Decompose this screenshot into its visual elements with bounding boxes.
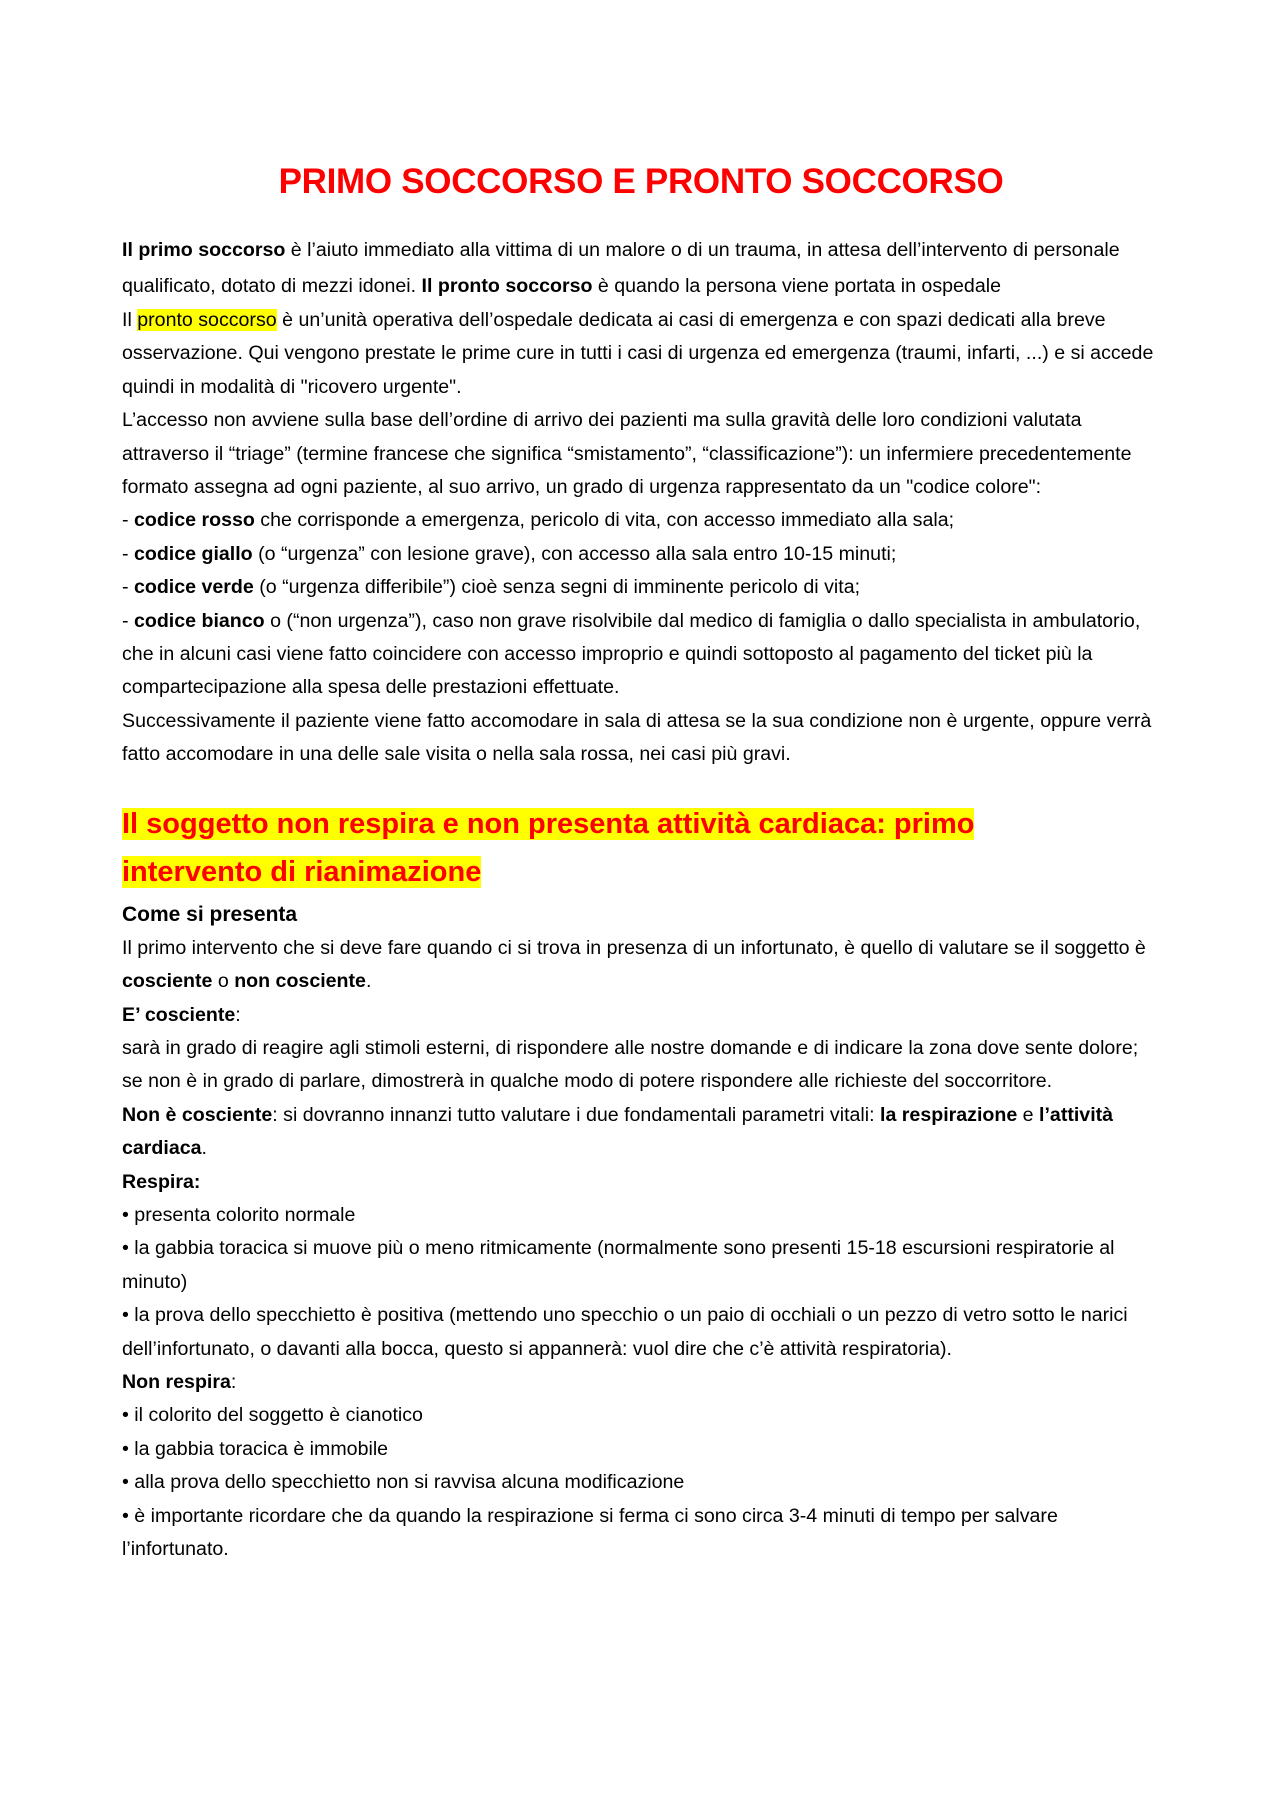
highlighted-term: pronto soccorso <box>137 309 277 331</box>
respira-label: Respira: <box>122 1170 201 1193</box>
intro-paragraph-3: L’accesso non avviene sulla base dell’ordine di arrivo dei pazienti ma sulla gravità delle loro condizioni valutata attraverso il “triage” (termine francese che significa “smistamento”, “classificazione”): un infermiere precedentemente formato assegna ad ogni paziente, al suo arrivo, un grado di urgenza rappresentato da un "codice colore": <box>122 409 1132 499</box>
list-item: • è importante ricordare che da quando la respirazione si ferma ci sono circa 3-4 minuti di tempo per salvare l’infortunato. <box>122 1504 1058 1560</box>
intro-paragraph-4: Successivamente il paziente viene fatto accomodare in sala di attesa se la sua condizione non è urgente, oppure verrà fatto accomodare in una delle sale visita o nella sala rossa, nei casi più gravi. <box>122 709 1152 766</box>
section-heading: Il soggetto non respira e non presenta attività cardiaca: primo intervento di rianimazione <box>122 807 975 888</box>
non-cosciente-paragraph: Non è cosciente: si dovranno innanzi tutto valutare i due fondamentali parametri vitali: la respirazione e l’attività cardiaca. <box>122 1103 1114 1160</box>
intro-section <box>122 232 1160 772</box>
intro-paragraph-1: Il primo soccorso è l’aiuto immediato alla vittima di un malore o di un trauma, in attesa dell’intervento di personale qualificato, dotato di mezzi idonei. Il pronto soccorso è quando la persona viene portata in ospedale <box>122 239 1120 297</box>
code-item-white: - codice bianco o (“non urgenza”), caso non grave risolvibile dal medico di famiglia o dallo specialista in ambulatorio, che in alcuni casi viene fatto coincidere con accesso improprio e quindi sottoposto al pagamento del ticket più la compartecipazione alla spesa delle prestazioni effettuate. <box>122 609 1141 699</box>
page-title: PRIMO SOCCORSO E PRONTO SOCCORSO <box>278 162 1004 201</box>
list-item: • la gabbia toracica si muove più o meno ritmicamente (normalmente sono presenti 15-18 escursioni respiratorie al minuto) <box>122 1237 1115 1293</box>
list-item: • il colorito del soggetto è cianotico <box>122 1404 423 1427</box>
bold-term: Il pronto soccorso <box>421 275 593 297</box>
code-item-green: - codice verde (o “urgenza differibile”) cioè senza segni di imminente pericolo di vita; <box>122 576 861 599</box>
intro-paragraph-2: Il pronto soccorso è un’unità operativa dell’ospedale dedicata ai casi di emergenza e con spazi dedicati alla breve osservazione. Qui vengono prestate le prime cure in tutti i casi di urgenza ed emergenza (traumi, infarti, ...) e si accede quindi in modalità di "ricovero urgente". <box>122 309 1154 398</box>
section-subheading: Come si presenta <box>122 902 298 926</box>
non-respira-label: Non respira: <box>122 1370 237 1393</box>
code-item-yellow: - codice giallo (o “urgenza” con lesione grave), con accesso alla sala entro 10-15 minuti; <box>122 542 897 565</box>
code-item-red: - codice rosso che corrisponde a emergenza, pericolo di vita, con accesso immediato alla sala; <box>122 509 955 532</box>
cosciente-label: E’ cosciente: <box>122 1003 241 1026</box>
list-item: • presenta colorito normale <box>122 1203 356 1226</box>
bold-term: Il primo soccorso <box>122 239 286 261</box>
list-item: • alla prova dello specchietto non si ravvisa alcuna modificazione <box>122 1471 685 1494</box>
list-item: • la prova dello specchietto è positiva (mettendo uno specchio o un paio di occhiali o un pezzo di vetro sotto le narici dell’infortunato, o davanti alla bocca, questo si appannerà: vuol dire che c’è attività respiratoria). <box>122 1304 1128 1360</box>
list-item: • la gabbia toracica è immobile <box>122 1437 389 1460</box>
section-body <box>122 932 1160 1567</box>
cosciente-text: sarà in grado di reagire agli stimoli esterni, di rispondere alle nostre domande e di indicare la zona dove sente dolore; se non è in grado di parlare, dimostrerà in qualche modo di potere rispondere alle richieste del soccorritore. <box>122 1036 1139 1093</box>
assessment-paragraph: Il primo intervento che si deve fare quando ci si trova in presenza di un infortunato, è quello di valutare se il soggetto è cosciente o non cosciente. <box>122 936 1146 993</box>
